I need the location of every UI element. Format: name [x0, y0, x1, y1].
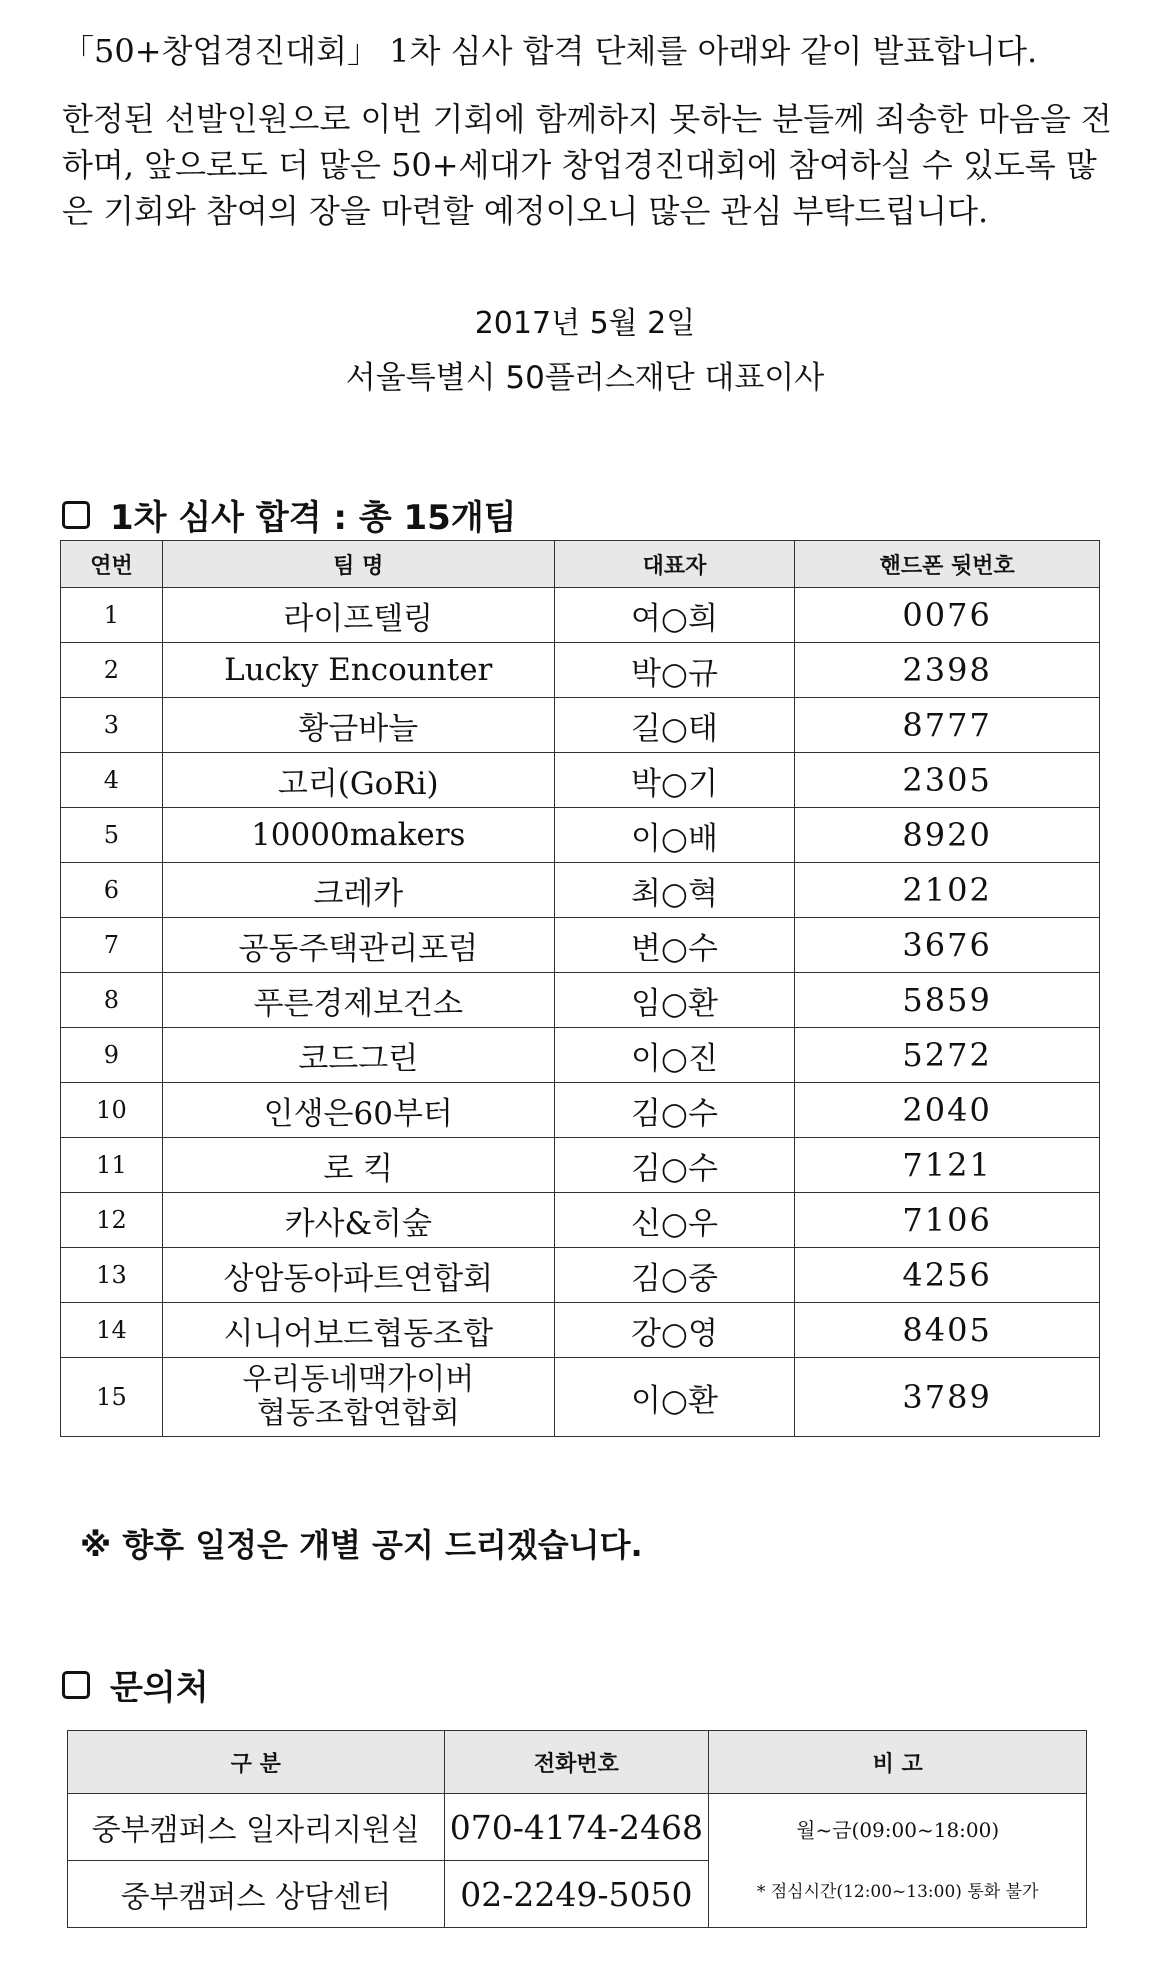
row-no: 9 [61, 1028, 163, 1083]
section-heading-contact [62, 1660, 209, 1709]
row-team: 공동주택관리포럼 [162, 918, 554, 973]
row-team: 10000makers [162, 808, 554, 863]
row-rep: 임○환 [554, 973, 795, 1028]
table-row [61, 863, 1100, 918]
row-phone: 2305 [795, 753, 1100, 808]
row-team: 황금바늘 [162, 698, 554, 753]
row-rep: 김○수 [554, 1138, 795, 1193]
remark-lunch: * 점심시간(12:00~13:00) 통화 불가 [756, 1881, 1039, 1902]
row-no: 12 [61, 1193, 163, 1248]
table-row [61, 1303, 1100, 1358]
col-header-phone: 핸드폰 뒷번호 [795, 541, 1100, 588]
row-phone: 5859 [795, 973, 1100, 1028]
row-phone: 0076 [795, 588, 1100, 643]
col-header-team: 팀 명 [162, 541, 554, 588]
row-phone: 7121 [795, 1138, 1100, 1193]
row-team: 시니어보드협동조합 [162, 1303, 554, 1358]
row-no: 7 [61, 918, 163, 973]
table-row [61, 1193, 1100, 1248]
row-team: 푸른경제보건소 [162, 973, 554, 1028]
remark-hours: 월~금(09:00~18:00) [796, 1817, 1000, 1842]
row-team: 고리(GoRi) [162, 753, 554, 808]
table-row [61, 643, 1100, 698]
row-rep: 이○배 [554, 808, 795, 863]
row-phone: 7106 [795, 1193, 1100, 1248]
row-rep: 박○규 [554, 643, 795, 698]
row-phone: 4256 [795, 1248, 1100, 1303]
intro-text [62, 28, 1112, 248]
row-team [162, 1358, 554, 1437]
col-header-rep: 대표자 [554, 541, 795, 588]
contact-phone: 070-4174-2468 [444, 1794, 709, 1861]
row-team: Lucky Encounter [162, 643, 554, 698]
contact-phone: 02-2249-5050 [444, 1861, 709, 1928]
row-phone: 2398 [795, 643, 1100, 698]
row-no: 8 [61, 973, 163, 1028]
row-no: 14 [61, 1303, 163, 1358]
row-rep: 김○수 [554, 1083, 795, 1138]
row-no: 3 [61, 698, 163, 753]
table-row [68, 1794, 1087, 1861]
row-phone: 3676 [795, 918, 1100, 973]
table-row [61, 1138, 1100, 1193]
row-rep: 변○수 [554, 918, 795, 973]
table-row [61, 1248, 1100, 1303]
row-team: 상암동아파트연합회 [162, 1248, 554, 1303]
contact-division: 중부캠퍼스 상담센터 [68, 1861, 445, 1928]
schedule-notice: ※ 향후 일정은 개별 공지 드리겠습니다. [80, 1526, 643, 1564]
table-header-row [68, 1731, 1087, 1794]
row-phone: 3789 [795, 1358, 1100, 1437]
table-header-row [61, 541, 1100, 588]
row-phone: 5272 [795, 1028, 1100, 1083]
row-phone: 2040 [795, 1083, 1100, 1138]
row-rep: 최○혁 [554, 863, 795, 918]
row-phone: 8405 [795, 1303, 1100, 1358]
row-no: 1 [61, 588, 163, 643]
row-team: 인생은60부터 [162, 1083, 554, 1138]
row-rep: 김○중 [554, 1248, 795, 1303]
row-phone: 2102 [795, 863, 1100, 918]
table-row [61, 1083, 1100, 1138]
row-team: 라이프텔링 [162, 588, 554, 643]
contact-remark [709, 1794, 1087, 1928]
table-row [61, 588, 1100, 643]
row-phone: 8920 [795, 808, 1100, 863]
row-no: 13 [61, 1248, 163, 1303]
row-rep: 박○기 [554, 753, 795, 808]
row-team: 코드그린 [162, 1028, 554, 1083]
announcement-date: 2017년 5월 2일 [474, 306, 696, 341]
row-no: 6 [61, 863, 163, 918]
results-table [60, 540, 1100, 1437]
checkbox-square-icon [62, 501, 90, 529]
table-row [61, 973, 1100, 1028]
row-team: 로 킥 [162, 1138, 554, 1193]
row-rep: 이○환 [554, 1358, 795, 1437]
col-header-phone: 전화번호 [444, 1731, 709, 1794]
table-row [61, 918, 1100, 973]
checkbox-square-icon [62, 1671, 90, 1699]
row-rep: 강○영 [554, 1303, 795, 1358]
col-header-division: 구 분 [68, 1731, 445, 1794]
table-row [61, 698, 1100, 753]
section-heading-results [62, 490, 517, 539]
row-no: 5 [61, 808, 163, 863]
row-rep: 신○우 [554, 1193, 795, 1248]
row-no: 15 [61, 1358, 163, 1437]
row-no: 4 [61, 753, 163, 808]
intro-line-1: 「50+창업경진대회」 1차 심사 합격 단체를 아래와 같이 발표합니다. [62, 32, 1038, 70]
contact-table [67, 1730, 1087, 1928]
row-no: 10 [61, 1083, 163, 1138]
row-no: 11 [61, 1138, 163, 1193]
intro-line-2: 한정된 선발인원으로 이번 기회에 함께하지 못하는 분들께 죄송한 마음을 전하며, 앞으로도 더 많은 50+세대가 창업경진대회에 참여하실 수 있도록 많은 기회와 참여의 장을 마련할 예정이오니 많은 관심 부탁드립니다. [62, 100, 1112, 230]
row-team-line-2: 협동조합연합회 [256, 1396, 460, 1431]
table-row [61, 753, 1100, 808]
row-team: 크레카 [162, 863, 554, 918]
row-team: 카사&히숲 [162, 1193, 554, 1248]
row-team-line-1: 우리동네맥가이버 [242, 1362, 475, 1397]
row-rep: 길○태 [554, 698, 795, 753]
section-heading-label: 1차 심사 합격 : 총 15개팀 [110, 498, 517, 538]
contact-division: 중부캠퍼스 일자리지원실 [68, 1794, 445, 1861]
row-rep: 이○진 [554, 1028, 795, 1083]
row-no: 2 [61, 643, 163, 698]
table-row [61, 808, 1100, 863]
row-rep: 여○희 [554, 588, 795, 643]
row-phone: 8777 [795, 698, 1100, 753]
issuing-organization: 서울특별시 50플러스재단 대표이사 [345, 360, 825, 396]
section-heading-label: 문의처 [110, 1668, 209, 1708]
col-header-remark: 비 고 [709, 1731, 1087, 1794]
table-row [61, 1028, 1100, 1083]
col-header-no: 연번 [61, 541, 163, 588]
table-row [61, 1358, 1100, 1437]
